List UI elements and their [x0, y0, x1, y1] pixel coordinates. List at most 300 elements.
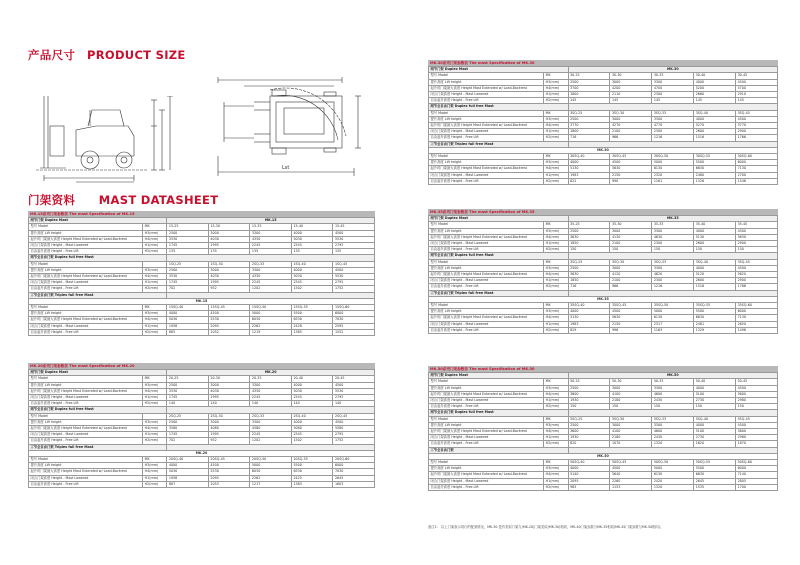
cell-value: 966 — [610, 284, 652, 290]
cell-value: 2500 — [167, 230, 209, 236]
cell-value: 1745 — [167, 243, 209, 249]
cell-value: 5530 — [208, 317, 250, 323]
cell-value: 4600 — [652, 429, 694, 435]
cell-value: 2500 — [167, 382, 209, 388]
cell-value: 20-30 — [208, 376, 250, 382]
cell-value: 15-45 — [333, 224, 375, 230]
cell-value: 5630 — [610, 315, 652, 321]
cell-value: 3000 — [208, 382, 250, 388]
row-unit: H2(mm) — [143, 249, 167, 255]
cell-value: 1053 — [208, 481, 250, 487]
cell-value: 5600 — [736, 391, 778, 397]
row-label: 起升时门架最大高度 Height Mast Extended w/ Load-Backrest — [429, 472, 544, 478]
cell-value: 829 — [568, 327, 610, 333]
cell-value: 3000 — [610, 228, 652, 234]
cell-value: 4330 — [250, 274, 292, 280]
cell-value: 1502 — [291, 438, 333, 444]
cell-value: 135 — [250, 249, 292, 255]
table-row — [429, 178, 778, 184]
cell-value: 7030 — [333, 469, 375, 475]
cell-value: 1958 — [167, 475, 209, 481]
row-unit: H2(mm) — [544, 98, 568, 104]
cell-value: 140 — [167, 401, 209, 407]
cell-value: 20-45 — [333, 376, 375, 382]
cell-value: 2095 — [568, 478, 610, 484]
cell-value: 30SQ-50 — [652, 154, 694, 160]
cell-value: 35SQ-60 — [736, 303, 778, 309]
model-subheader: MK.30 — [429, 147, 778, 153]
row-unit: MK — [544, 222, 568, 228]
cell-value: 1745 — [167, 395, 209, 401]
cell-value: 2481 — [694, 321, 736, 327]
cell-value: 5530 — [333, 274, 375, 280]
cell-value: 2180 — [610, 435, 652, 441]
cell-value: 6130 — [652, 166, 694, 172]
row-unit: H2(mm) — [544, 441, 568, 447]
cell-value: 985 — [568, 484, 610, 490]
cell-value: 5000 — [652, 466, 694, 472]
row-unit: H3(mm) — [544, 265, 568, 271]
row-label: 提升高度 Lift height — [429, 116, 544, 122]
cell-value: 2262 — [250, 323, 292, 329]
cell-value: 3630 — [568, 234, 610, 240]
cell-value: 5500 — [694, 309, 736, 315]
row-label: 提升高度 Lift height — [429, 466, 544, 472]
cell-value: 2428 — [291, 323, 333, 329]
cell-value: 2660 — [694, 92, 736, 98]
cell-value: 4500 — [333, 419, 375, 425]
cell-value: 4500 — [333, 382, 375, 388]
cell-value: 15-40 — [291, 224, 333, 230]
cell-value: 135 — [291, 249, 333, 255]
row-unit: H4(mm) — [544, 85, 568, 91]
cell-value: 135 — [208, 249, 250, 255]
section-title: 三节全自由门架 Triplex full free Mast — [29, 292, 167, 298]
row-label: 起升时门架最大高度 Height Mast Extended w/ Load-Backrest — [429, 272, 544, 278]
row-unit: H4(mm) — [544, 123, 568, 129]
cell-value: 7130 — [736, 166, 778, 172]
cell-value: 150 — [568, 247, 610, 253]
cell-value: 5SQ-45 — [736, 416, 778, 422]
row-label: 闭合门架高度 Height - Mast Lowered — [29, 432, 143, 438]
cell-value: 5000 — [250, 463, 292, 469]
side-view-drawing — [36, 96, 181, 184]
cell-value: 885 — [167, 329, 209, 335]
cell-value: 1752 — [333, 286, 375, 292]
row-label: 型号 Model — [429, 110, 544, 116]
cell-value: 3300 — [652, 79, 694, 85]
cell-value: 1535 — [694, 484, 736, 490]
row-label: 闭合门架高度 Height - Mast Lowered — [429, 278, 544, 284]
cell-value: 5030 — [167, 317, 209, 323]
cell-value: 50-40 — [694, 379, 736, 385]
cell-value: 3000 — [610, 79, 652, 85]
mast-table — [428, 60, 778, 185]
table-row — [429, 327, 778, 333]
cell-value: 1516 — [694, 135, 736, 141]
cell-value: 2980 — [736, 435, 778, 441]
cell-value: 5SQ-25 — [568, 416, 610, 422]
cell-value: 145 — [610, 98, 652, 104]
row-unit: MK — [544, 73, 568, 79]
row-label: 自由起升高度 Height - Free Lift — [429, 284, 544, 290]
cell-value: 150 — [652, 247, 694, 253]
cell-value: 30-25 — [568, 73, 610, 79]
table-row — [429, 484, 778, 490]
cell-value: 3770 — [568, 123, 610, 129]
cell-value: 2317 — [652, 321, 694, 327]
product-size-heading: 产品尺寸 PRODUCT SIZE — [28, 48, 186, 62]
cell-value: 4580 — [250, 426, 292, 432]
cell-value: 20-33 — [250, 376, 292, 382]
cell-value: 20SQ-40 — [167, 457, 209, 463]
row-label: 自由起升高度 Height - Free Lift — [429, 404, 544, 410]
row-label: 闭合门架高度 Height - Mast Lowered — [429, 435, 544, 441]
cell-value: 3300 — [652, 265, 694, 271]
cell-value: 20-25 — [167, 376, 209, 382]
cell-value: 2100 — [610, 278, 652, 284]
cell-value: 2100 — [610, 129, 652, 135]
row-unit: H3(mm) — [544, 160, 568, 166]
cell-value: 4000 — [694, 385, 736, 391]
cell-value: 3SQ-33 — [652, 259, 694, 265]
cell-value: 5500 — [291, 311, 333, 317]
cell-value: 3000 — [610, 385, 652, 391]
cell-value: 1870 — [736, 441, 778, 447]
row-label: 型号 Model — [429, 416, 544, 422]
cell-value: 5640 — [610, 472, 652, 478]
cell-value: 50-33 — [652, 379, 694, 385]
cell-value: 2300 — [652, 278, 694, 284]
cell-value: 15-30 — [208, 224, 250, 230]
cell-value: 30SQ-40 — [568, 154, 610, 160]
cell-value: 996 — [610, 327, 652, 333]
row-unit: H3(mm) — [544, 466, 568, 472]
row-label: 起升时门架最大高度 Height Mast Extended w/ Load-Backrest — [429, 85, 544, 91]
row-unit: H2(mm) — [143, 329, 167, 335]
cell-value: 2300 — [652, 129, 694, 135]
footnote: 备注1： 以上门架表示同行的配套情况，MK.30 是有类似门架与(MK.20)门架类似(MK.30)相同，MK.40门架参数与MK.35相同(MK.45门架参数与MK.50相同)。 — [428, 525, 664, 529]
cell-value: 35-33 — [652, 222, 694, 228]
row-unit: H3(mm) — [544, 309, 568, 315]
cell-value: 5630 — [610, 166, 652, 172]
row-unit: H3(mm) — [143, 463, 167, 469]
cell-value: 20-40 — [291, 376, 333, 382]
row-unit: H3(mm) — [544, 79, 568, 85]
row-label: 提升高度 Lift height — [29, 267, 143, 273]
cell-value: 6130 — [652, 472, 694, 478]
cell-value: 2262 — [250, 475, 292, 481]
row-label: 提升高度 Lift height — [29, 463, 143, 469]
cell-value: 2545 — [291, 395, 333, 401]
section-title: 两节全自由门架 Duplex full free Mast — [429, 410, 569, 416]
cell-value: 1SQ-25 — [167, 261, 209, 267]
cell-value: 3300 — [652, 228, 694, 234]
cell-value: 5080 — [291, 426, 333, 432]
row-label: 型号 Model — [29, 261, 143, 267]
cell-value: 5000 — [652, 160, 694, 166]
row-unit: H2(mm) — [544, 247, 568, 253]
row-label: 提升高度 Lift height — [429, 79, 544, 85]
cell-value: 820 — [568, 441, 610, 447]
cell-value: 1766 — [736, 284, 778, 290]
cell-value: 1546 — [736, 178, 778, 184]
cell-value: 140 — [208, 401, 250, 407]
cell-value: 1202 — [250, 286, 292, 292]
cell-value: 4500 — [736, 116, 778, 122]
row-label: 提升高度 Lift height — [429, 265, 544, 271]
cell-value: 4600 — [652, 391, 694, 397]
cell-value: 150 — [610, 247, 652, 253]
cell-value: 145 — [568, 98, 610, 104]
cell-value: 4000 — [291, 230, 333, 236]
cell-value: 35-30 — [610, 222, 652, 228]
row-label: 型号 Model — [29, 457, 143, 463]
cell-value: 4000 — [694, 116, 736, 122]
cell-value: 4500 — [610, 309, 652, 315]
cell-value: 4080 — [208, 426, 250, 432]
cell-value: 2900 — [736, 241, 778, 247]
row-unit: H1(mm) — [544, 129, 568, 135]
cell-value: 1766 — [736, 135, 778, 141]
cell-value: 5120 — [694, 272, 736, 278]
row-unit: H1(mm) — [544, 172, 568, 178]
cell-value: 4000 — [568, 160, 610, 166]
cell-value: 2095 — [208, 475, 250, 481]
cell-value: 4620 — [652, 272, 694, 278]
cell-value: 50-25 — [568, 379, 610, 385]
cell-value: 3000 — [610, 422, 652, 428]
cell-value: 2SQ-45 — [333, 413, 375, 419]
cell-value: 2730 — [694, 398, 736, 404]
row-unit: MK — [143, 457, 167, 463]
cell-value: 1800 — [568, 129, 610, 135]
cell-value: 20SQ-55 — [291, 457, 333, 463]
cell-value: 887 — [167, 481, 209, 487]
section-title: 两节门架 Duplex Mast — [429, 373, 569, 379]
cell-value: 1385 — [291, 329, 333, 335]
cell-value: 4500 — [736, 265, 778, 271]
row-unit: H2(mm) — [143, 401, 167, 407]
cell-value: 3630 — [568, 272, 610, 278]
cell-value: 3000 — [610, 116, 652, 122]
cell-value: 2900 — [736, 278, 778, 284]
row-label: 自由起升高度 Height - Free Lift — [429, 484, 544, 490]
cell-value: 50SQ-55 — [694, 460, 736, 466]
cell-value: 2SQ-30 — [208, 413, 250, 419]
row-unit: H4(mm) — [544, 234, 568, 240]
cell-value: 4200 — [610, 85, 652, 91]
cell-value: 3530 — [167, 274, 209, 280]
cell-value: 3530 — [167, 388, 209, 394]
cell-value: 35-45 — [736, 222, 778, 228]
cell-value: 35-25 — [568, 222, 610, 228]
cell-value: 2600 — [694, 129, 736, 135]
row-unit: H2(mm) — [143, 481, 167, 487]
row-unit: H1(mm) — [544, 241, 568, 247]
cell-value: 5700 — [736, 85, 778, 91]
row-label: 闭合门架高度 Height - Mast Lowered — [429, 398, 544, 404]
row-label: 起升时门架最大高度 Height Mast Extended w/ Load-Backrest — [29, 236, 143, 242]
cell-value: 2300 — [652, 241, 694, 247]
cell-value: 5580 — [333, 426, 375, 432]
row-unit: H2(mm) — [544, 135, 568, 141]
cell-value: 2425 — [291, 475, 333, 481]
cell-value: 716 — [568, 135, 610, 141]
cell-value: 3000 — [208, 230, 250, 236]
row-label: 起升时门架最大高度 Height Mast Extended w/ Load-Backrest — [429, 234, 544, 240]
cell-value: 2595 — [333, 323, 375, 329]
section-title: 两节全自由门架 Duplex full free Mast — [29, 407, 167, 413]
cell-value: 3SQ-25 — [568, 259, 610, 265]
cell-value: 3700 — [568, 85, 610, 91]
row-label: 自由起升高度 Height - Free Lift — [429, 247, 544, 253]
cell-value: 50SQ-50 — [652, 460, 694, 466]
cell-value: 4000 — [291, 419, 333, 425]
row-unit: H3(mm) — [544, 385, 568, 391]
cell-value: 2650 — [736, 321, 778, 327]
row-label: 闭合门架高度 Height - Mast Lowered — [29, 323, 143, 329]
cell-value: 4100 — [610, 429, 652, 435]
cell-value: 2645 — [694, 478, 736, 484]
cell-value: 4000 — [568, 466, 610, 472]
row-unit: H1(mm) — [544, 92, 568, 98]
cell-value: 4630 — [652, 234, 694, 240]
row-label: 闭合门架高度 Height - Mast Lowered — [29, 243, 143, 249]
table-row — [29, 481, 375, 487]
cell-value: 4500 — [333, 230, 375, 236]
cell-value: 150 — [736, 404, 778, 410]
row-unit: H1(mm) — [143, 280, 167, 286]
row-label: 提升高度 Lift height — [29, 382, 143, 388]
row-label: 提升高度 Lift height — [29, 311, 143, 317]
cell-value: 6530 — [291, 317, 333, 323]
row-unit: H4(mm) — [143, 469, 167, 475]
cell-value: 4000 — [291, 382, 333, 388]
cell-value: 3SQ-33 — [652, 110, 694, 116]
row-label: 自由起升高度 Height - Free Lift — [29, 438, 143, 444]
cell-value: 1930 — [568, 435, 610, 441]
row-label: 型号 Model — [429, 379, 544, 385]
cell-value: 140 — [250, 401, 292, 407]
cell-value: 3530 — [167, 236, 209, 242]
cell-value: 5130 — [694, 234, 736, 240]
row-unit: H4(mm) — [544, 315, 568, 321]
cell-value: 1603 — [333, 481, 375, 487]
cell-value: 3300 — [250, 382, 292, 388]
cell-value: 6000 — [736, 160, 778, 166]
cell-value: 5000 — [250, 311, 292, 317]
model-subheader: MK.50 — [429, 453, 778, 459]
row-label: 起升时门架最大高度 Height Mast Extended w/ Load-Backrest — [429, 123, 544, 129]
cell-value: 140 — [291, 401, 333, 407]
cell-value: 2980 — [736, 398, 778, 404]
cell-value: 15-25 — [167, 224, 209, 230]
cell-value: 1930 — [568, 398, 610, 404]
cell-value: 6000 — [333, 463, 375, 469]
cell-value: 1958 — [167, 323, 209, 329]
cell-value: 20SQ-50 — [250, 457, 292, 463]
cell-value: 2SQ-25 — [167, 413, 209, 419]
cell-value: 3600 — [568, 429, 610, 435]
cell-value: 6630 — [694, 166, 736, 172]
cell-value: 2910 — [736, 92, 778, 98]
row-label: 自由起升高度 Height - Free Lift — [29, 249, 143, 255]
row-label: 起升时门架最大高度 Height Mast Extended w/ Load-Backrest — [429, 391, 544, 397]
cell-value: 3300 — [652, 116, 694, 122]
cell-value: 2600 — [694, 241, 736, 247]
section-title: 两节门架 Duplex Mast — [429, 67, 569, 73]
row-unit: MK — [143, 305, 167, 311]
cell-value: 1983 — [568, 321, 610, 327]
cell-value: 30-30 — [610, 73, 652, 79]
cell-value: 716 — [568, 284, 610, 290]
cell-value: 150 — [610, 404, 652, 410]
mast-table — [428, 209, 778, 334]
cell-value: 5130 — [568, 315, 610, 321]
row-label: 闭合门架高度 Height - Mast Lowered — [429, 478, 544, 484]
cell-value: 15-33 — [250, 224, 292, 230]
cell-value: 2SQ-33 — [250, 413, 292, 419]
row-unit: H2(mm) — [544, 178, 568, 184]
cell-value: 2805 — [736, 478, 778, 484]
row-unit: H1(mm) — [143, 323, 167, 329]
model-subheader: MK.15 — [29, 298, 375, 304]
row-label: 闭合门架高度 Height - Mast Lowered — [429, 241, 544, 247]
cell-value: 135 — [167, 249, 209, 255]
cell-value: 4030 — [208, 274, 250, 280]
row-unit: H3(mm) — [544, 422, 568, 428]
cell-value: 4330 — [250, 388, 292, 394]
row-unit: H4(mm) — [544, 429, 568, 435]
cell-value: 4770 — [652, 123, 694, 129]
cell-value: 2245 — [250, 243, 292, 249]
cell-value: 6000 — [736, 309, 778, 315]
cell-value: 2500 — [167, 267, 209, 273]
cell-value: 1SQ-45 — [333, 261, 375, 267]
cell-value: 3580 — [167, 426, 209, 432]
cell-value: 1496 — [736, 327, 778, 333]
cell-value: 4100 — [610, 391, 652, 397]
cell-value: 2500 — [568, 116, 610, 122]
row-label: 型号 Model — [429, 259, 544, 265]
row-unit: H4(mm) — [544, 472, 568, 478]
cell-value: 3SQ-40 — [694, 110, 736, 116]
cell-value: 3000 — [208, 267, 250, 273]
table-title: MK.30系列门架参数表 The mast Specification of MK.30 — [428, 60, 778, 66]
cell-value: 5140 — [568, 472, 610, 478]
cell-value: 990 — [610, 178, 652, 184]
cell-value: 15SQ-50 — [250, 305, 292, 311]
cell-value: 2SQ-40 — [291, 413, 333, 419]
cell-value: 5030 — [291, 236, 333, 242]
cell-value: 1752 — [333, 438, 375, 444]
row-unit: H4(mm) — [143, 274, 167, 280]
cell-value: 50SQ-60 — [736, 460, 778, 466]
cell-value: 50-30 — [610, 379, 652, 385]
cell-value: 1216 — [652, 135, 694, 141]
row-unit: H2(mm) — [544, 404, 568, 410]
cell-value: 3SQ-45 — [736, 110, 778, 116]
row-label: 提升高度 Lift height — [29, 230, 143, 236]
cell-value: 2500 — [568, 79, 610, 85]
cell-value: 6000 — [736, 466, 778, 472]
cell-value: 3SQ-45 — [736, 259, 778, 265]
row-label: 闭合门架高度 Height - Mast Lowered — [429, 321, 544, 327]
row-label: 自由起升高度 Height - Free Lift — [429, 135, 544, 141]
cell-value: 2795 — [333, 395, 375, 401]
model-header: MK.15 — [167, 218, 375, 224]
